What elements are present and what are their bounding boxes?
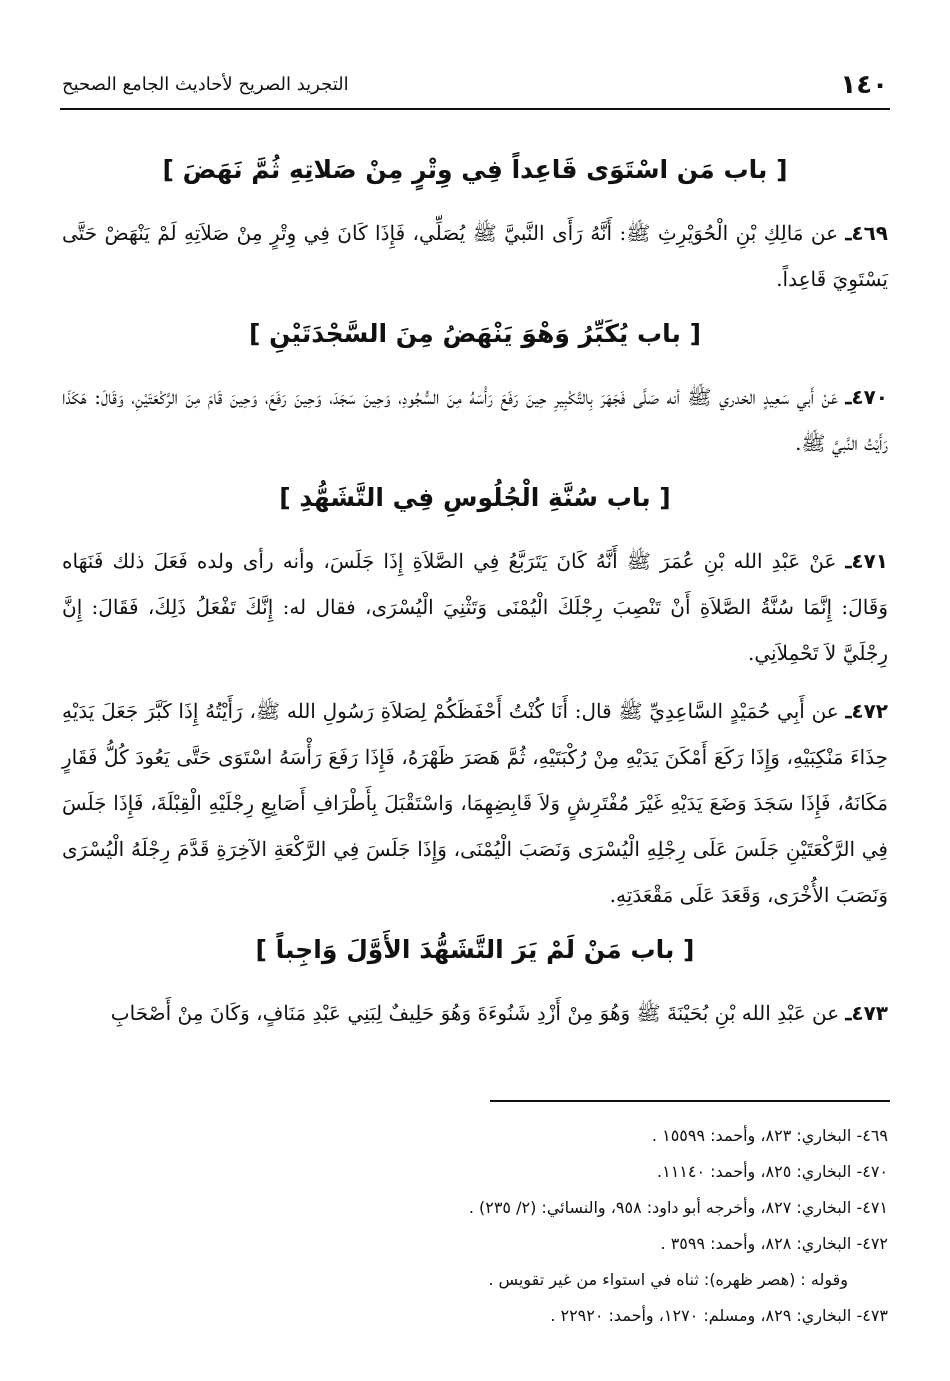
hadith-paragraph: ٤٧١ـ عَنْ عَبْدِ الله بْنِ عُمَرَ ﷺ أَنَّهُ كَانَ يَتَرَبَّعُ فِي الصَّلاَةِ إِذَا جَلَسَ، وأنه رأى ولده فَعَلَ ذلك فَنَهَاه وَقَالَ: إِنَّمَا سُنَّةُ الصَّلاَةِ أَنْ تَنْصِبَ رِجْلَكَ الْيُمْنَى وَتَثْنِيَ الْيُسْرَى، فقال له: إِنَّكَ تَفْعَلُ ذَلِكَ، فَقَالَ: إِنَّ رِجْلَيَّ لاَ تَحْمِلاَنِي. bbox=[62, 549, 889, 665]
page-number: ١٤٠ bbox=[840, 70, 888, 100]
footnote: ٤٧٠- البخاري: ٨٢٥، وأحمد: ١١١٤٠. bbox=[657, 1162, 888, 1181]
footnote: ٤٦٩- البخاري: ٨٢٣، وأحمد: ١٥٥٩٩ . bbox=[651, 1126, 888, 1145]
hadith-text: عَنْ عَبْدِ الله بْنِ عُمَرَ ﷺ أَنَّهُ كَانَ يَتَرَبَّعُ فِي الصَّلاَةِ إِذَا جَلَسَ، وأنه رأى ولده فَعَلَ ذلك فَنَهَاه وَقَالَ: إِنَّمَا سُنَّةُ الصَّلاَةِ أَنْ تَنْصِبَ رِجْلَكَ الْيُمْنَى وَتَثْنِيَ الْيُسْرَى، فقال له: إِنَّكَ تَفْعَلُ ذَلِكَ، فَقَالَ: إِنَّ رِجْلَيَّ لاَ تَحْمِلاَنِي. bbox=[62, 549, 888, 665]
chapter-title: [ باب سُنَّةِ الْجُلُوسِ فِي التَّشَهُّدِ ] bbox=[279, 483, 671, 512]
hadith-text: عن مَالِكِ بْنِ الْحُوَيْرِثِ ﷺ: أَنَّهُ رَأَى النَّبيَّ ﷺ يُصَلِّي، فَإِذَا كَانَ فِي وِتْرٍ مِنْ صَلاَتِهِ لَمْ يَنْهَضْ حَتَّى يَسْتَوِيَ قَاعِداً. bbox=[62, 221, 888, 291]
running-title: التجريد الصريح لأحاديث الجامع الصحيح bbox=[62, 74, 349, 95]
hadith-text: عن عَبْدِ الله بْنِ بُحَيْنَةَ ﷺ وَهُوَ مِنْ أَزْدِ شَنُوءَةَ وَهُوَ حَلِيفٌ لِبَنِي عَبْدِ مَنَافٍ، وَكَانَ مِنْ أَصْحَابِ bbox=[110, 1001, 840, 1025]
footnote-rule bbox=[490, 1100, 890, 1102]
chapter-title: [ باب مَنْ لَمْ يَرَ التَّشَهُّدَ الأَوَّلَ وَاجِباً ] bbox=[255, 935, 695, 964]
footnote: ٤٧٢- البخاري: ٨٢٨، وأحمد: ٣٥٩٩ . bbox=[660, 1234, 888, 1253]
hadith-number: ٤٧١ bbox=[851, 549, 889, 573]
hadith-paragraph: ٤٧٠ـ عَنْ أَبي سَعِيدٍ الخدري ﷺ أنه صَلَّى فَجَهَرَ بِالتَّكْبِيرِ حِينَ رَفَعَ رَأْسَهُ مِنَ السُّجُودِ، وَحِينَ سَجَدَ، وَحِينَ رَفَعَ، وَحِينَ قَامَ مِنَ الرَّكْعَتَيْنِ، وَقَالَ: هَكَذَا رَأَيْتُ النَّبيَّ ﷺ. bbox=[62, 385, 889, 455]
hadith-text: عن أَبِي حُمَيْدٍ السَّاعِدِيِّ ﷺ قال: أَنَا كُنْتُ أَحْفَظَكُمْ لِصَلاَةِ رَسُولِ الله ﷺ، رَأَيْتُهُ إِذَا كَبَّرَ جَعَلَ يَدَيْهِ حِذَاءَ مَنْكِبَيْهِ، وَإِذَا رَكَعَ أَمْكَنَ يَدَيْهِ مِنْ رُكْبَتَيْهِ، ثُمَّ هَصَرَ ظَهْرَهُ، فَإِذَا رَفَعَ رَأْسَهُ اسْتَوَى حَتَّى يَعُودَ كُلُّ فَقَارٍ مَكَانَهُ، فَإِذَا سَجَدَ وَضَعَ يَدَيْهِ غَيْرَ مُفْتَرِشٍ وَلاَ قَابِضِهِمَا، وَاسْتَقْبَلَ بِأَطْرَافِ أَصَابِعِ رِجْلَيْهِ الْقِبْلَةَ، فَإِذَا جَلَسَ فِي الرَّكْعَتَيْنِ جَلَسَ عَلَى رِجْلِهِ الْيُسْرَى وَنَصَبَ الْيُمْنَى، وَإِذَا جَلَسَ فِي الرَّكْعَةِ الآخِرَةِ قَدَّمَ رِجْلَهُ الْيُسْرَى وَنَصَبَ الأُخْرَى، وَقَعَدَ عَلَى مَقْعَدَتِهِ. bbox=[62, 699, 888, 907]
page-header bbox=[62, 70, 888, 110]
header-rule bbox=[60, 108, 890, 110]
hadith-number: ٤٦٩ bbox=[851, 221, 888, 245]
hadith-number: ٤٧٣ bbox=[851, 1001, 888, 1025]
footnote: ٤٧٣- البخاري: ٨٢٩، ومسلم: ١٢٧٠، وأحمد: ٢٢٩٢٠ . bbox=[550, 1306, 888, 1325]
hadith-paragraph: ٤٧٢ـ عن أَبِي حُمَيْدٍ السَّاعِدِيِّ ﷺ قال: أَنَا كُنْتُ أَحْفَظَكُمْ لِصَلاَةِ رَسُولِ الله ﷺ، رَأَيْتُهُ إِذَا كَبَّرَ جَعَلَ يَدَيْهِ حِذَاءَ مَنْكِبَيْهِ، وَإِذَا رَكَعَ أَمْكَنَ يَدَيْهِ مِنْ رُكْبَتَيْهِ، ثُمَّ هَصَرَ ظَهْرَهُ، فَإِذَا رَفَعَ رَأْسَهُ اسْتَوَى حَتَّى يَعُودَ كُلُّ فَقَارٍ مَكَانَهُ، فَإِذَا سَجَدَ وَضَعَ يَدَيْهِ غَيْرَ مُفْتَرِشٍ وَلاَ قَابِضِهِمَا، وَاسْتَقْبَلَ بِأَطْرَافِ أَصَابِعِ رِجْلَيْهِ الْقِبْلَةَ، فَإِذَا جَلَسَ فِي الرَّكْعَتَيْنِ جَلَسَ عَلَى رِجْلِهِ الْيُسْرَى وَنَصَبَ الْيُمْنَى، وَإِذَا جَلَسَ فِي الرَّكْعَةِ الآخِرَةِ قَدَّمَ رِجْلَهُ الْيُسْرَى وَنَصَبَ الأُخْرَى، وَقَعَدَ عَلَى مَقْعَدَتِهِ. bbox=[62, 699, 888, 907]
hadith-paragraph: ٤٧٣ـ عن عَبْدِ الله بْنِ بُحَيْنَةَ ﷺ وَهُوَ مِنْ أَزْدِ شَنُوءَةَ وَهُوَ حَلِيفٌ لِبَنِي عَبْدِ مَنَافٍ، وَكَانَ مِنْ أَصْحَابِ bbox=[110, 1001, 888, 1025]
footnote: ٤٧١- البخاري: ٨٢٧، وأخرجه أبو داود: ٩٥٨، والنسائي: (٢/ ٢٣٥) . bbox=[468, 1198, 888, 1217]
hadith-number: ٤٧٠ bbox=[851, 385, 889, 409]
chapter-title: [ باب يُكَبِّرُ وَهْوَ يَنْهَضُ مِنَ السَّجْدَتَيْنِ ] bbox=[248, 319, 702, 348]
chapter-title: [ باب مَن اسْتَوَى قَاعِداً فِي وِتْرٍ مِنْ صَلاتِهِ ثُمَّ نَهَضَ ] bbox=[162, 155, 788, 184]
hadith-number: ٤٧٢ bbox=[851, 699, 888, 723]
hadith-paragraph: ٤٦٩ـ عن مَالِكِ بْنِ الْحُوَيْرِثِ ﷺ: أَنَّهُ رَأَى النَّبيَّ ﷺ يُصَلِّي، فَإِذَا كَانَ فِي وِتْرٍ مِنْ صَلاَتِهِ لَمْ يَنْهَضْ حَتَّى يَسْتَوِيَ قَاعِداً. bbox=[62, 221, 888, 291]
hadith-text: عَنْ أَبي سَعِيدٍ الخدري ﷺ أنه صَلَّى فَجَهَرَ بِالتَّكْبِيرِ حِينَ رَفَعَ رَأْسَهُ مِنَ السُّجُودِ، وَحِينَ سَجَدَ، وَحِينَ رَفَعَ، وَحِينَ قَامَ مِنَ الرَّكْعَتَيْنِ، وَقَالَ: هَكَذَا رَأَيْتُ النَّبيَّ ﷺ. bbox=[62, 385, 888, 455]
footnote-gloss: وقوله : (هصر ظهره): ثناه في استواء من غير تقويس . bbox=[488, 1270, 848, 1289]
page-body bbox=[62, 150, 888, 1048]
footnotes bbox=[62, 1118, 888, 1334]
